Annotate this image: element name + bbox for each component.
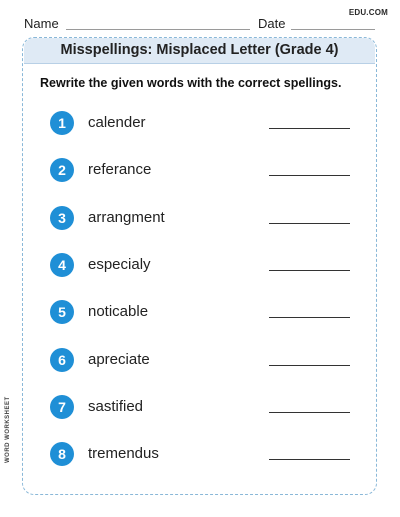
worksheet-title: Misspellings: Misplaced Letter (Grade 4) — [60, 42, 339, 58]
list-item — [50, 253, 355, 277]
list-item — [50, 300, 355, 324]
misspelled-word: especialy — [88, 256, 151, 273]
item-number-badge: 4 — [50, 253, 74, 277]
answer-line[interactable] — [269, 223, 350, 224]
list-item — [50, 442, 355, 466]
edu-logo: EDU.COM — [348, 8, 388, 17]
misspelled-word: calender — [88, 114, 146, 131]
item-number-badge: 1 — [50, 111, 74, 135]
misspelled-word: sastified — [88, 398, 144, 415]
instruction-text: Rewrite the given words with the correct spellings. — [40, 76, 342, 90]
misspelled-word: noticable — [88, 303, 149, 320]
misspelled-word: referance — [88, 161, 152, 178]
misspelled-word: apreciate — [88, 351, 150, 368]
list-item — [50, 111, 355, 135]
answer-line[interactable] — [269, 317, 350, 318]
list-item — [50, 158, 355, 182]
item-number-badge: 7 — [50, 395, 74, 419]
item-number-badge: 2 — [50, 158, 74, 182]
name-label: Name — [24, 16, 59, 31]
answer-line[interactable] — [269, 175, 350, 176]
list-item — [50, 395, 355, 419]
misspelled-word: tremendus — [88, 445, 159, 462]
title-bar — [24, 38, 375, 64]
misspelled-word: arrangment — [88, 209, 165, 226]
name-field[interactable] — [66, 29, 250, 30]
item-number-badge: 6 — [50, 348, 74, 372]
answer-line[interactable] — [269, 412, 350, 413]
answer-line[interactable] — [269, 270, 350, 271]
answer-line[interactable] — [269, 459, 350, 460]
item-number-badge: 3 — [50, 206, 74, 230]
list-item — [50, 206, 355, 230]
answer-line[interactable] — [269, 128, 350, 129]
worksheet-header — [0, 0, 400, 36]
date-label: Date — [258, 16, 286, 31]
answer-line[interactable] — [269, 365, 350, 366]
item-number-badge: 8 — [50, 442, 74, 466]
item-number-badge: 5 — [50, 300, 74, 324]
side-label: WORD WORKSHEET — [5, 396, 11, 463]
list-item — [50, 348, 355, 372]
date-field[interactable] — [291, 29, 375, 30]
